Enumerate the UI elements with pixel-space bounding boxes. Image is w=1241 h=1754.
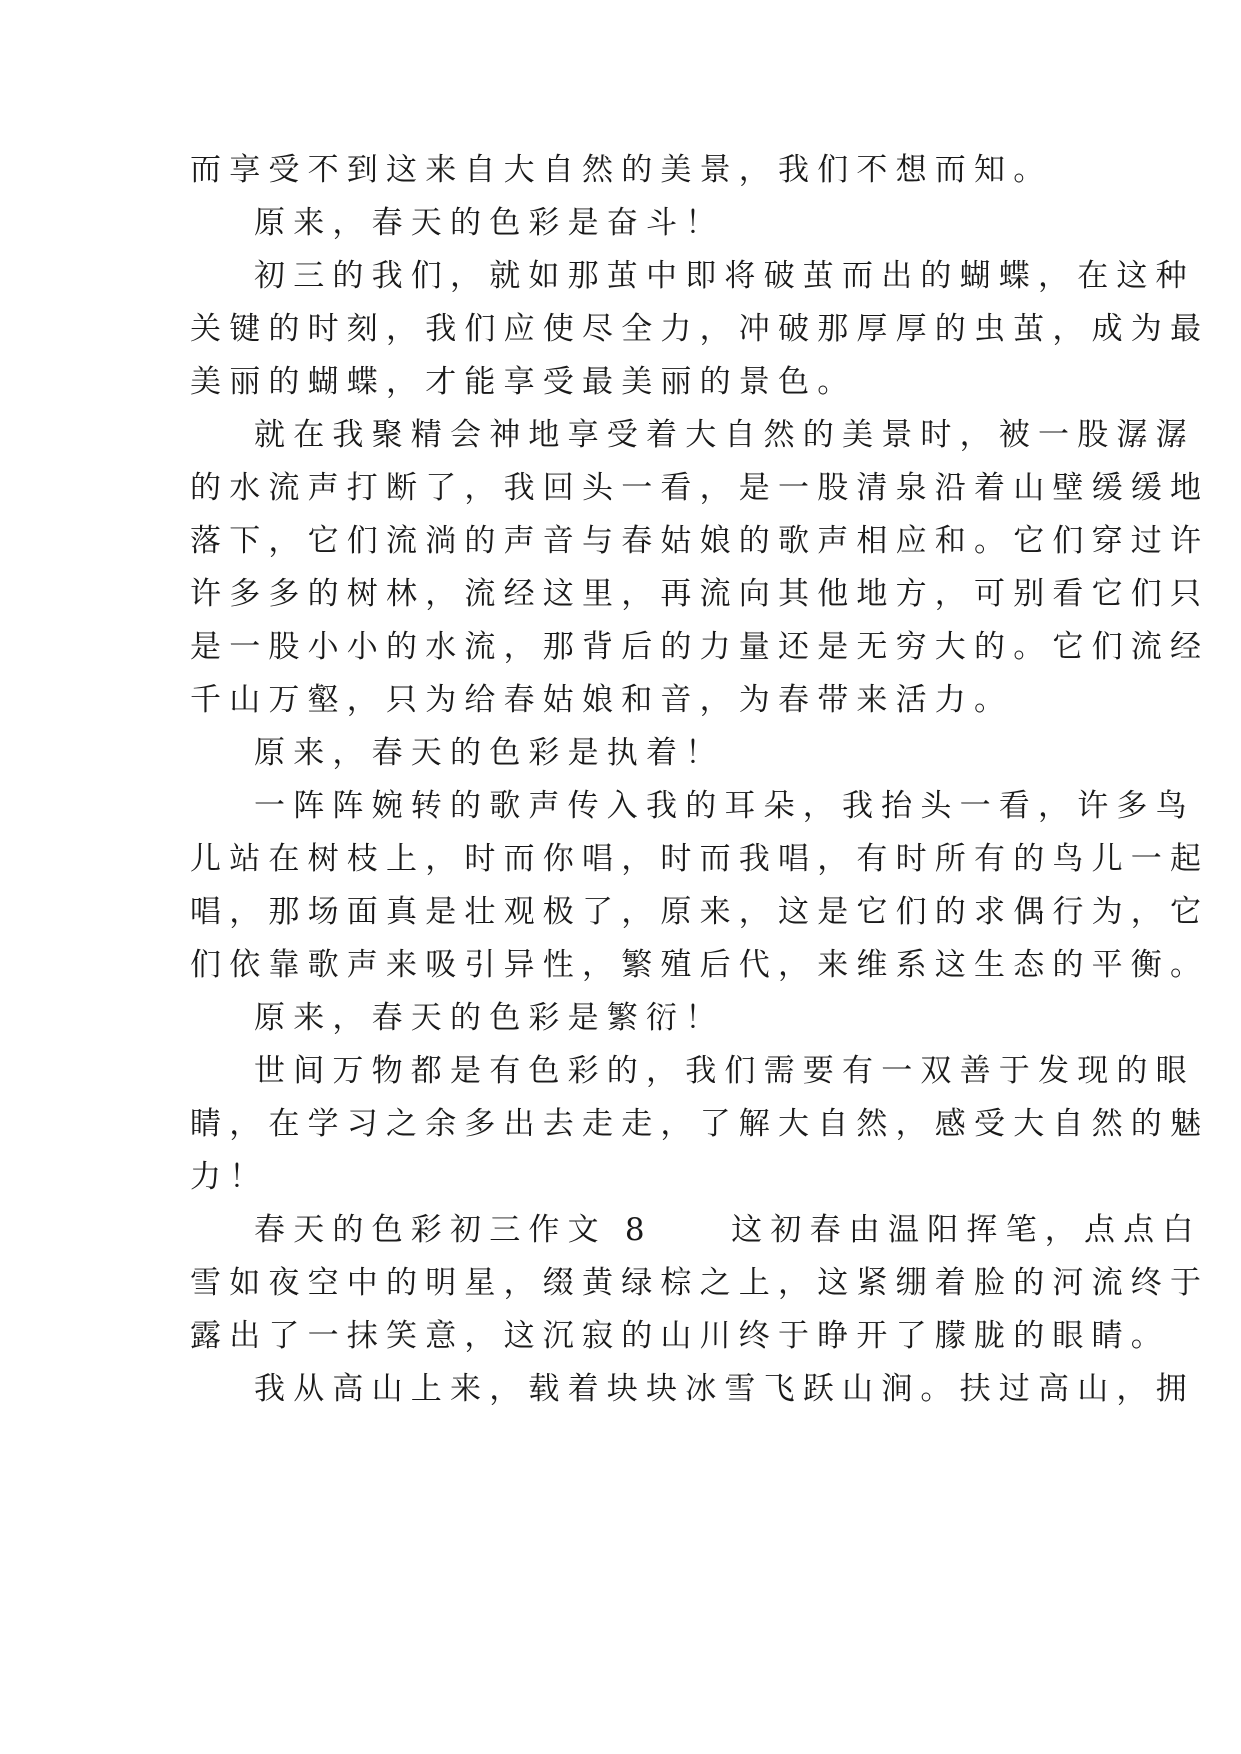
text-line: 儿站在树枝上，时而你唱，时而我唱，有时所有的鸟儿一起: [190, 841, 1210, 877]
text-line: 睛，在学习之余多出去走走，了解大自然，感受大自然的魅: [190, 1106, 1210, 1142]
text-line: 许多多的树林，流经这里，再流向其他地方，可别看它们只: [190, 576, 1210, 612]
text-line: 唱，那场面真是壮观极了，原来，这是它们的求偶行为，它: [190, 894, 1210, 930]
text-line: 而享受不到这来自大自然的美景，我们不想而知。: [190, 152, 1053, 188]
text-line: 是一股小小的水流，那背后的力量还是无穷大的。它们流经: [190, 629, 1210, 665]
text-line: 初三的我们，就如那茧中即将破茧而出的蝴蝶，在这种: [254, 258, 1195, 294]
text-line: 的水流声打断了，我回头一看，是一股清泉沿着山壁缓缓地: [190, 470, 1210, 506]
text-line: 世间万物都是有色彩的，我们需要有一双善于发现的眼: [254, 1053, 1195, 1089]
text-line: 原来，春天的色彩是繁衍！: [254, 1000, 725, 1036]
text-line: 力！: [190, 1159, 269, 1195]
text-line: 春天的色彩初三作文 8 这初春由温阳挥笔，点点白: [254, 1212, 1202, 1248]
text-line: 我从高山上来，载着块块冰雪飞跃山涧。扶过高山，拥: [254, 1371, 1195, 1407]
text-line: 美丽的蝴蝶，才能享受最美丽的景色。: [190, 364, 857, 400]
text-line: 们依靠歌声来吸引异性，繁殖后代，来维系这生态的平衡。: [190, 947, 1210, 983]
text-line: 雪如夜空中的明星，缀黄绿棕之上，这紧绷着脸的河流终于: [190, 1265, 1210, 1301]
text-line: 露出了一抹笑意，这沉寂的山川终于睁开了朦胧的眼睛。: [190, 1318, 1170, 1354]
text-line: 原来，春天的色彩是执着！: [254, 735, 725, 771]
text-line: 千山万壑，只为给春姑娘和音，为春带来活力。: [190, 682, 1014, 718]
text-line: 落下，它们流淌的声音与春姑娘的歌声相应和。它们穿过许: [190, 523, 1210, 559]
text-line: 一阵阵婉转的歌声传入我的耳朵，我抬头一看，许多鸟: [254, 788, 1195, 824]
text-line: 关键的时刻，我们应使尽全力，冲破那厚厚的虫茧，成为最: [190, 311, 1210, 347]
text-line: 就在我聚精会神地享受着大自然的美景时，被一股潺潺: [254, 417, 1195, 453]
text-line: 原来，春天的色彩是奋斗！: [254, 205, 725, 241]
